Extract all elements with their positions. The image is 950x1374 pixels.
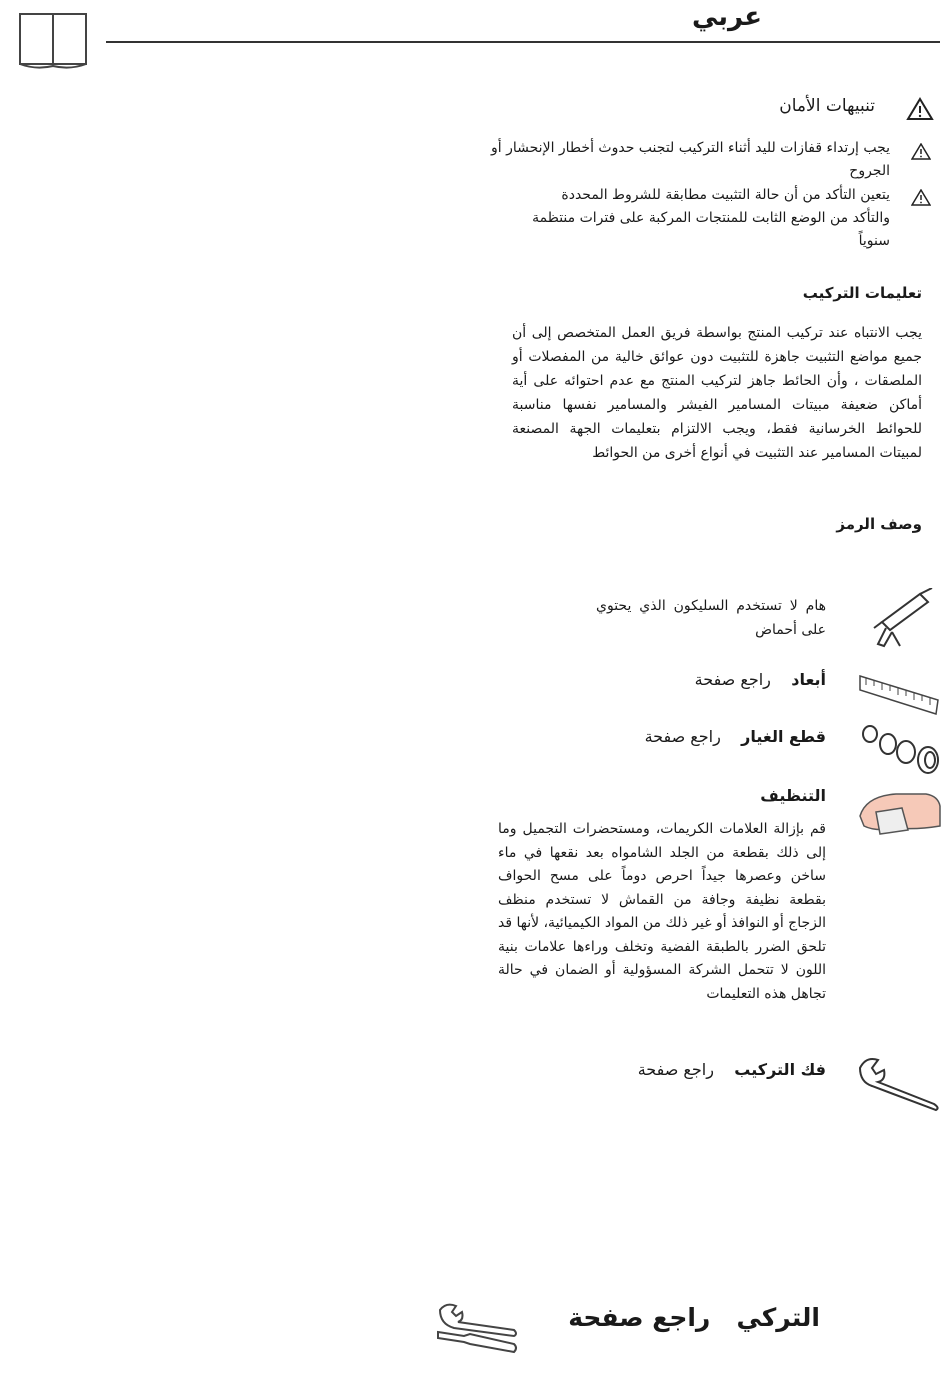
cleaning-hand-icon xyxy=(856,786,942,840)
tools-icon xyxy=(434,1300,520,1360)
installation-text: يجب الانتباه عند تركيب المنتج بواسطة فريق العمل المتخصص إلى أن جميع مواضع التثبيت جاهزة للتثبيت دون عوائق خالية من المفصلات أو الملصقات ، وأن الحائط جاهز لتركيب المنتج مع عدم احتوائه على أية أماكن ضعيفة مبيتات المسامير الفيشر والمسامير نفسها مناسبة للحوائط الخرسانية فقط، ويجب الالتزام بتعليمات الجهة المصنعة لمبيتات المسامير عند التثبيت في أنواع أخرى من الحوائط xyxy=(512,325,922,461)
installation-title: تعليمات التركيب xyxy=(802,284,922,302)
safety-item: يتعين التأكد من أن حالة التثبيت مطابقة للشروط المحددة والتأكد من الوضع الثابت للمنتجات المركبة على فترات منتظمة سنوياً xyxy=(532,187,890,249)
spare-parts-page-ref: راجع صفحة xyxy=(644,727,721,746)
spare-parts-label: قطع الغيار xyxy=(741,727,826,746)
header-divider xyxy=(106,41,940,43)
symbols-title: وصف الرمز xyxy=(836,515,922,533)
footer-row xyxy=(568,1303,820,1332)
warning-icon xyxy=(906,97,934,125)
cleaning-text: قم بإزالة العلامات الكريمات، ومستحضرات التجميل وما إلى ذلك بقطعة من الجلد الشامواه بعد نقعها في ماء ساخن وعصرها جيداً احرص دوماً على مسح الحواف بقطعة نظيفة وجافة من القماش لا تستخدم منظف الزجاج أو النوافذ أو غير ذلك من المواد الكيميائية، لأنها قد تلحق الضرر بالطبقة الفضية وتخلف وراءها علامات بنية اللون لا تتحمل الشركة المسؤولية أو الضمان في حالة تجاهل هذه التعليمات xyxy=(498,821,826,1002)
spare-parts-icon xyxy=(858,720,942,782)
dimensions-page-ref: راجع صفحة xyxy=(694,670,771,689)
manual-book-icon xyxy=(18,12,88,74)
safety-item: يجب إرتداء قفازات لليد أثناء التركيب لتجنب حدوث أخطار الإنحشار أو الجروح xyxy=(491,140,890,179)
silicone-warning: هام لا تستخدم السليكون الذي يحتوي على أحماض xyxy=(596,598,826,638)
disassembly-row xyxy=(638,1060,826,1079)
ruler-icon xyxy=(858,660,942,720)
dimensions-label: أبعاد xyxy=(791,670,826,689)
disassembly-label: فك التركيب xyxy=(734,1060,826,1079)
footer-label: التركي xyxy=(736,1303,820,1332)
disassembly-page-ref: راجع صفحة xyxy=(637,1060,714,1079)
warning-icon xyxy=(911,143,931,164)
wrench-icon xyxy=(856,1052,942,1116)
spare-parts-row xyxy=(645,727,826,746)
dimensions-row xyxy=(695,670,826,689)
safety-title: تنبيهات الأمان xyxy=(779,96,875,116)
warning-icon xyxy=(911,189,931,210)
cleaning-title: التنظيف xyxy=(760,786,826,805)
silicone-gun-icon xyxy=(866,588,934,656)
footer-page-ref: راجع صفحة xyxy=(568,1303,711,1332)
language-title: عربي xyxy=(691,2,762,32)
